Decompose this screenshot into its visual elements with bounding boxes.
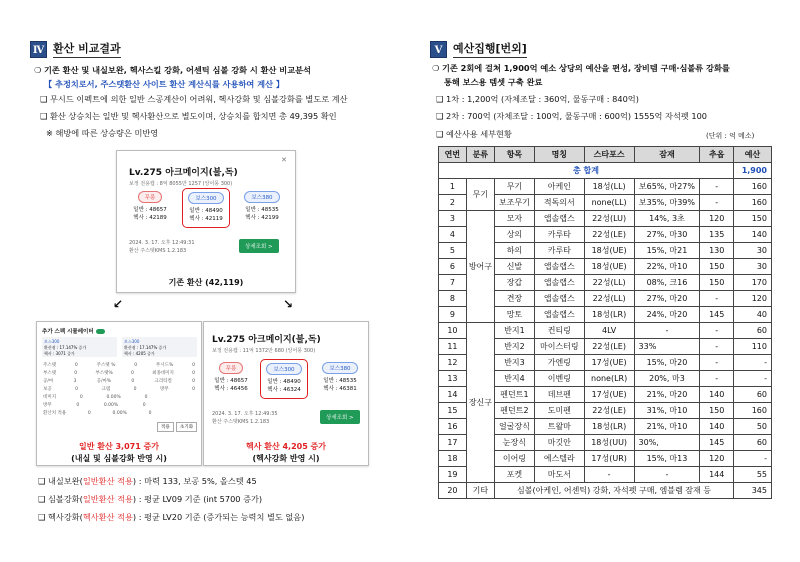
col-header: 연번 <box>439 147 467 163</box>
sim-input-grid <box>43 362 195 418</box>
version-text: 환산 주스탯KMS 1.2.183 <box>212 419 270 425</box>
square-bullet-icon: ❑ <box>436 111 444 121</box>
detail-button[interactable]: 상세조회 > <box>239 239 279 253</box>
stat-group-boss300: 보스300 일반 : 48490 헥사 : 42119 <box>182 188 230 228</box>
section-number-badge: Ⅴ <box>430 41 447 58</box>
circle-bullet-icon: ❍ <box>34 65 42 75</box>
caption-general-note: (내실 및 심볼강화 반영 시) <box>71 454 167 463</box>
section-4-header <box>30 40 121 58</box>
character-title: Lv.275 아크메이지(불,독) <box>212 335 321 345</box>
close-icon[interactable]: ✕ <box>281 156 287 164</box>
section-5-header <box>430 40 527 58</box>
budget-detail-title: ❑ 예산사용 세부현황 <box>436 129 512 139</box>
table-row: 1 무기 무기 아케인 18성(LL) 보65%, 마27% - 160 <box>439 179 772 195</box>
table-row: 7 장갑 앱솔랩스 22성(LL) 08%, 크16 150 170 <box>439 275 772 291</box>
method-note: 【 추정치로서, 주스탯환산 사이트 환산 계산식를 사용하여 계산 】 <box>44 79 285 89</box>
caption-hexa-increase: 헥사 환산 4,205 증가 <box>245 442 327 451</box>
apply-button[interactable]: 적용 <box>157 422 174 432</box>
table-row: 14 펜던트1 데브펜 17성(UE) 21%, 마20 140 60 <box>439 387 772 403</box>
version-text: 환산 주스탯KMS 1.2.183 <box>129 248 187 254</box>
table-row: 20 기타 심볼(아케인, 어센틱) 강화, 자석펫 구매, 엠블렘 잠재 등 345 <box>439 483 772 499</box>
summary-line-cont: 통해 보스용 템셋 구축 완료 <box>444 77 543 87</box>
reset-button[interactable]: 초기화 <box>176 422 197 432</box>
unit-label: (단위 : 억 메소) <box>706 132 755 140</box>
square-bullet-icon: ❑ <box>40 94 48 104</box>
summary-line: ❍ 기존 2회에 걸쳐 1,900억 예소 상당의 예산을 편성, 장비템 구매·심볼류 강화를 <box>432 63 730 73</box>
stat-group-boss380: 보스380 일반 : 48535 헥사 : 42199 <box>237 191 287 222</box>
budget-table <box>438 146 772 499</box>
character-title: Lv.275 아크메이지(불,독) <box>129 168 238 178</box>
col-header: 항목 <box>495 147 535 163</box>
stat-group-mureung: 무릉 일반 : 48657 헥사 : 46456 <box>208 362 254 393</box>
stat-group-boss300: 보스300 일반 : 48490 헥사 : 46324 <box>260 359 308 399</box>
sim-result-box-2: 보스300 환산점 : 17.147% 증가 헥사 : 4205 증가 <box>122 337 197 357</box>
bullet-symbol-upgrade: ❑ 심볼강화(일반환산 적용) : 평균 LV09 기준 (int 5700 증가) <box>38 494 263 504</box>
total-row: 총 합계 1,900 <box>439 163 772 179</box>
sim-row: 데미지 0 0.00% 0 <box>43 395 148 400</box>
col-header: 명칭 <box>534 147 584 163</box>
col-header: 예산 <box>734 147 772 163</box>
timestamp: 2024. 3. 17. 오후 12:49:35 <box>212 411 278 417</box>
bullet-hexa-upgrade: ❑ 헥사강화(헥사환산 적용) : 평균 LV20 기준 (증가되는 능력치 별도 없음) <box>38 512 305 522</box>
table-row: 19 포켓 마도서 - - 144 55 <box>439 467 772 483</box>
summary-line: ❍ 기존 환산 및 내실보완, 헥사스킬 강화, 어센틱 심볼 강화 시 환산 비교분석 <box>34 65 311 75</box>
caption-general-increase: 일반 환산 3,071 증가 <box>78 442 160 451</box>
table-row: 16 얼굴장식 트왈마 18성(LR) 21%, 마10 140 50 <box>439 419 772 435</box>
detail-button[interactable]: 상세조회 > <box>320 410 360 424</box>
table-row: 12 반지3 가엔링 17성(UE) 15%, 마20 - - <box>439 355 772 371</box>
arrow-down-left-icon: ↙ <box>113 297 124 311</box>
table-row: 17 눈장식 마깃안 18성(UU) 30%, 145 60 <box>439 435 772 451</box>
sim-row: 방무 0 0.00% 0 <box>43 403 146 408</box>
table-row: 3 방어구 모자 앱솔랩스 22성(LU) 14%, 3초 120 150 <box>439 211 772 227</box>
table-row: 15 펜던트2 도미펜 22성(LE) 31%, 마10 150 160 <box>439 403 772 419</box>
square-bullet-icon: ❑ <box>436 129 444 139</box>
character-subtitle: 보정 전용캡 : 11억 1372만 680 (앙어몽 300) <box>212 348 316 354</box>
section-number-badge: Ⅳ <box>30 41 47 58</box>
col-header: 잠재 <box>634 147 700 163</box>
liberation-note: ※ 해방에 따른 상승량은 미반영 <box>46 128 159 138</box>
stat-group-mureung: 무릉 일반 : 48657 헥사 : 42189 <box>125 191 175 222</box>
table-row: 2 보조무기 적독의서 none(LL) 보35%, 마39% - 160 <box>439 195 772 211</box>
sim-row: 보공 0 크뎀 0 방무 0 <box>43 387 195 392</box>
screenshot-simulator <box>36 321 202 466</box>
sim-row: 환산치 적용 0 0.00% 0 <box>43 411 152 416</box>
square-bullet-icon: ❑ <box>40 111 48 121</box>
stat-group-boss380: 보스380 일반 : 48535 헥사 : 46381 <box>316 362 364 393</box>
sim-result-box-1: 보스300 환산점 : 17.147% 증가 헥사 : 3071 증가 <box>42 337 117 357</box>
budget-round-1: ❑ 1차 : 1,200억 (자체조달 : 360억, 물동구매 : 840억) <box>436 94 639 104</box>
table-row: 11 반지2 마이스터링 22성(LE) 33% - 110 <box>439 339 772 355</box>
budget-round-2: ❑ 2차 : 700억 (자체조달 : 100억, 물동구매 : 600억) 1555억 자석펫 100 <box>436 111 707 121</box>
table-row: 10 장신구 반지1 컨티링 4LV - - 60 <box>439 323 772 339</box>
square-bullet-icon: ❑ <box>38 494 46 504</box>
col-header: 분류 <box>466 147 494 163</box>
table-row: 5 하의 카루타 18성(UE) 15%, 마21 130 30 <box>439 243 772 259</box>
caption-original: 기존 환산 (42,119) <box>168 278 244 287</box>
table-row: 6 신발 앱솔랩스 18성(UE) 22%, 마10 150 30 <box>439 259 772 275</box>
table-row: 13 반지4 이벤링 none(LR) 20%, 마3 - - <box>439 371 772 387</box>
sim-row: 공/마 3 공/마% 0 크리티컬 0 <box>43 379 195 384</box>
screenshot-hexa-calc <box>203 321 369 466</box>
square-bullet-icon: ❑ <box>38 476 46 486</box>
bullet-inner-supplement: ❑ 내실보완(일반환산 적용) : 마력 133, 보공 5%, 올스텟 45 <box>38 476 257 486</box>
table-row: 8 견장 앱솔랩스 22성(LL) 27%, 마20 - 120 <box>439 291 772 307</box>
note-line: ❑ 환산 상승치는 일반 및 헥사환산으로 별도이며, 상승치를 합치면 총 49,395 확인 <box>40 111 337 121</box>
section-title: 예산집행[번외] <box>453 40 527 58</box>
table-row: 4 상의 카루타 22성(LE) 27%, 마30 135 140 <box>439 227 772 243</box>
section-title: 환산 비교결과 <box>53 40 121 58</box>
table-row: 9 망토 앱솔랩스 18성(LR) 24%, 마20 145 40 <box>439 307 772 323</box>
sim-row: 주스탯 0 주스탯 % 0 무시드% 0 <box>43 363 195 368</box>
toggle-icon[interactable] <box>96 329 105 334</box>
timestamp: 2024. 3. 17. 오후 12:49:31 <box>129 240 195 246</box>
circle-bullet-icon: ❍ <box>432 63 440 73</box>
square-bullet-icon: ❑ <box>38 512 46 522</box>
character-subtitle: 보정 전용캡 : 8억 8055만 1257 (앙어몽 300) <box>129 181 233 187</box>
col-header: 스타포스 <box>584 147 634 163</box>
table-header-row <box>439 147 772 163</box>
note-line: ❑ 무시드 이펙트에 의한 일반 스공계산이 어려워, 헥사강화 및 심볼강화를 별도로 계산 <box>40 94 348 104</box>
table-row: 18 이어링 에스텔라 17성(UR) 15%, 마13 120 - <box>439 451 772 467</box>
col-header: 추옵 <box>700 147 734 163</box>
square-bullet-icon: ❑ <box>436 94 444 104</box>
screenshot-original-calc <box>116 150 296 293</box>
caption-hexa-note: (헥사강화 반영 시) <box>252 454 320 463</box>
arrow-down-right-icon: ↘ <box>283 297 294 311</box>
sim-row: 부스탯 0 부스탯% 0 최종데미지 0 <box>43 371 195 376</box>
simulator-title: 추가 스펙 시뮬레이터 <box>42 327 105 335</box>
